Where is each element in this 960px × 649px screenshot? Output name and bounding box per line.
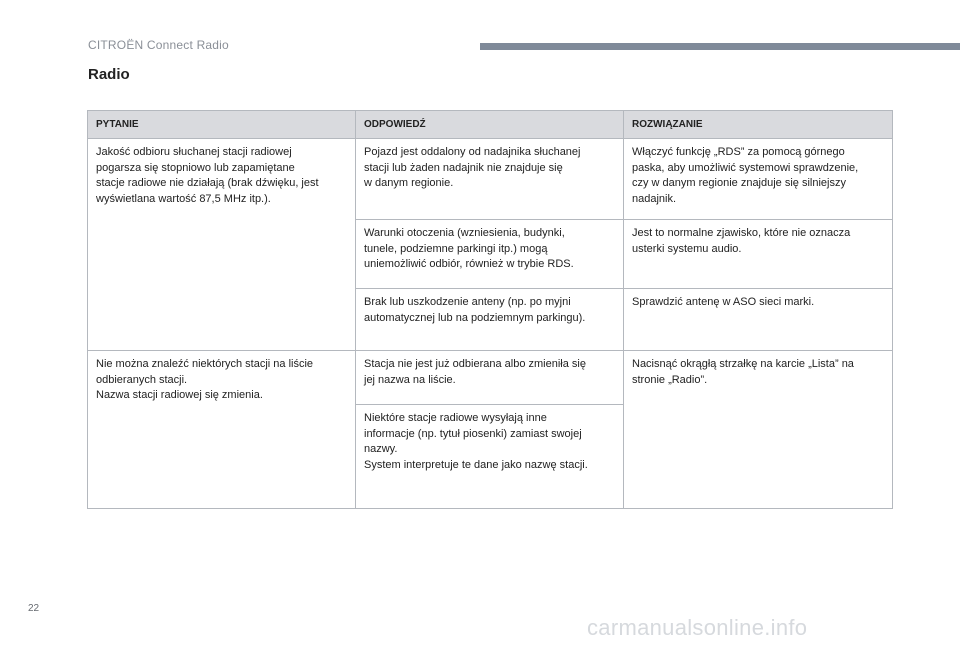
answer-text: Warunki otoczenia (wzniesienia, budynki, tunele, podziemne parkingi itp.) mogą uniemożliwić odbiór, również w trybie RDS.: [364, 227, 574, 270]
solution-text: Włączyć funkcję „RDS” za pomocą górnego paska, aby umożliwić systemowi sprawdzenie, czy w danym regionie znajduje się silniejszy nadajnik.: [632, 146, 859, 205]
answer-cell: [356, 405, 624, 509]
answer-text: Niektóre stacje radiowe wysyłają inne informacje (np. tytuł piosenki) zamiast swojej nazwy. System interpretuje te dane jako nazwę stacji.: [364, 412, 588, 471]
table-row: [88, 351, 893, 405]
column-header-question: PYTANIE: [88, 111, 356, 139]
answer-cell: [356, 220, 624, 289]
answer-cell: [356, 289, 624, 351]
troubleshooting-table: [87, 110, 893, 509]
question-text: Jakość odbioru słuchanej stacji radiowej pogarsza się stopniowo lub zapamiętane stacje radiowe nie działają (brak dźwięku, jest wyświetlana wartość 87,5 MHz itp.).: [96, 146, 319, 205]
question-cell: [88, 139, 356, 351]
table-header-row: [88, 111, 893, 139]
solution-cell: [624, 139, 893, 220]
page-title: Radio: [88, 66, 130, 83]
watermark-text: carmanualsonline.info: [587, 615, 808, 640]
column-header-solution: ROZWIĄZANIE: [624, 111, 893, 139]
answer-cell: [356, 139, 624, 220]
answer-text: Brak lub uszkodzenie anteny (np. po myjni automatycznej lub na podziemnym parkingu).: [364, 296, 586, 324]
question-cell: [88, 351, 356, 509]
solution-text: Sprawdzić antenę w ASO sieci marki.: [632, 296, 815, 308]
column-header-answer: ODPOWIEDŹ: [356, 111, 624, 139]
table-row: [88, 139, 893, 220]
page-number: 22: [28, 603, 40, 614]
manual-header-title: CITROËN Connect Radio: [88, 38, 229, 52]
solution-cell: [624, 220, 893, 289]
answer-cell: [356, 351, 624, 405]
answer-text: Stacja nie jest już odbierana albo zmieniła się jej nazwa na liście.: [364, 358, 586, 386]
solution-text: Nacisnąć okrągłą strzałkę na karcie „Lista” na stronie „Radio”.: [632, 358, 854, 386]
solution-text: Jest to normalne zjawisko, które nie oznacza usterki systemu audio.: [632, 227, 851, 255]
solution-cell: [624, 351, 893, 509]
answer-text: Pojazd jest oddalony od nadajnika słuchanej stacji lub żaden nadajnik nie znajduje się w danym regionie.: [364, 146, 581, 189]
question-text: Nie można znaleźć niektórych stacji na liście odbieranych stacji. Nazwa stacji radiowej się zmienia.: [96, 358, 314, 401]
header-accent-bar: [480, 43, 960, 50]
solution-cell: [624, 289, 893, 351]
